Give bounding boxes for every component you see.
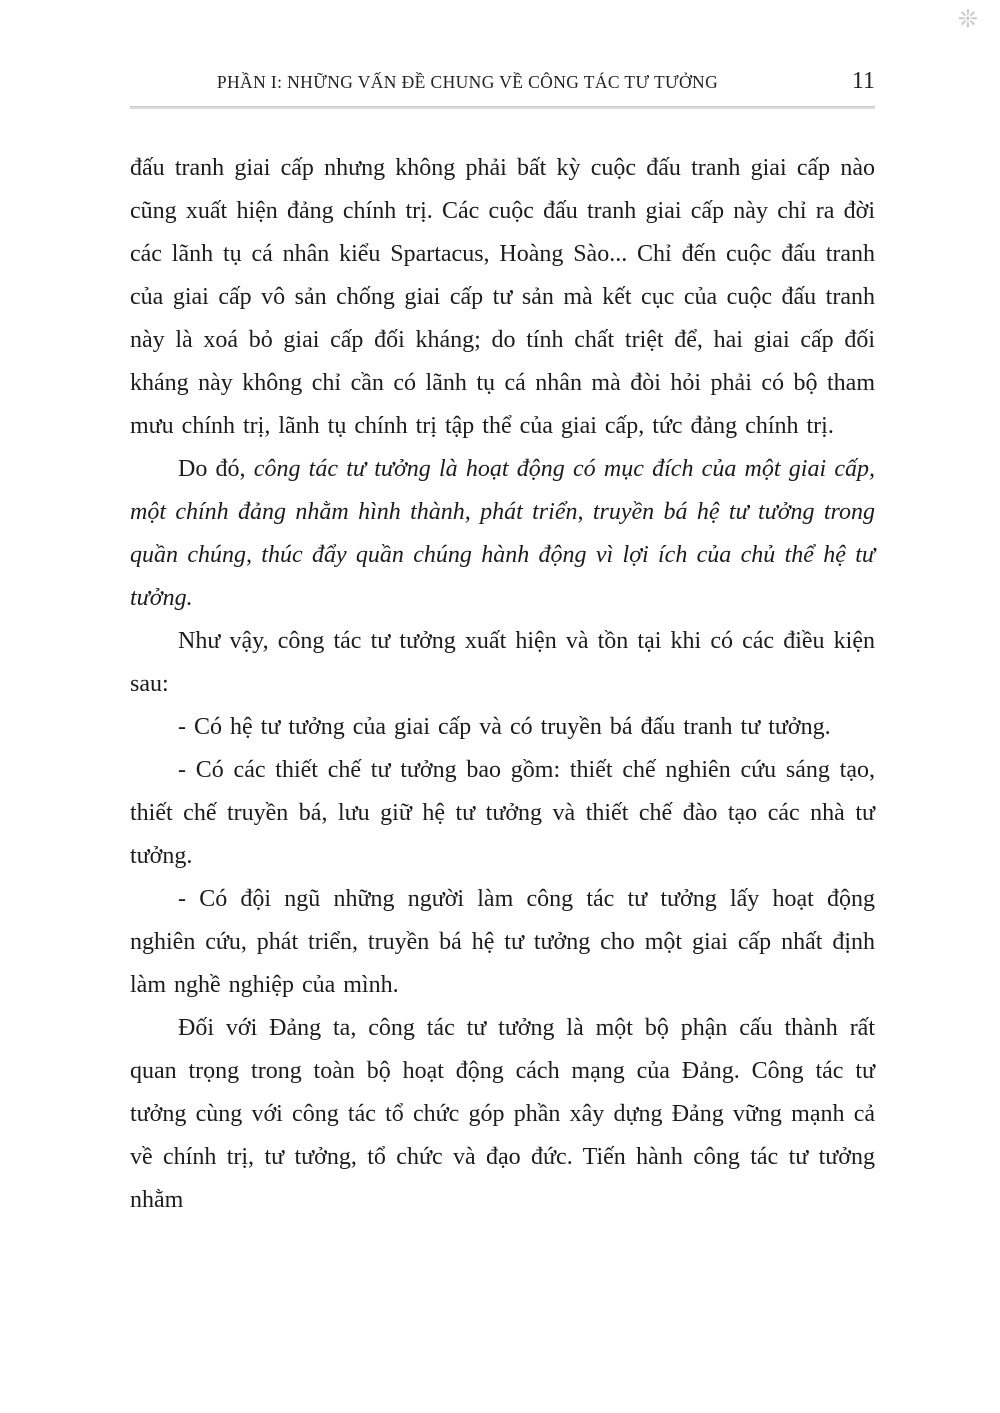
paragraph [130,147,875,448]
paragraph [130,1007,875,1222]
paragraph-text: - Có đội ngũ những người làm công tác tư tưởng lấy hoạt động nghiên cứu, phát triển, truyền bá hệ tư tưởng cho một giai cấp nhất định làm nghề nghiệp của mình. [130,886,875,998]
header-divider [130,106,875,109]
paragraph-text: - Có các thiết chế tư tưởng bao gồm: thiết chế nghiên cứu sáng tạo, thiết chế truyền bá, lưu giữ hệ tư tưởng và thiết chế đào tạo các nhà tư tưởng. [130,757,875,869]
paragraph [130,706,875,749]
paragraph-text: Đối với Đảng ta, công tác tư tưởng là một bộ phận cấu thành rất quan trọng trong toàn bộ hoạt động cách mạng của Đảng. Công tác tư tưởng cùng với công tác tổ chức góp phần xây dựng Đảng vững mạnh cả về chính trị, tư tưởng, tổ chức và đạo đức. Tiến hành công tác tư tưởng nhằm [130,1015,875,1213]
paragraph-text-italic: công tác tư tưởng là hoạt động có mục đích của một giai cấp, một chính đảng nhằm hình thành, phát triển, truyền bá hệ tư tưởng trong quần chúng, thúc đẩy quần chúng hành động vì lợi ích của chủ thể hệ tư tưởng. [130,456,875,611]
paragraph-text: Như vậy, công tác tư tưởng xuất hiện và tồn tại khi có các điều kiện sau: [130,628,875,697]
running-header [130,68,875,100]
page-body [130,147,875,1222]
page-content [130,68,875,1222]
paragraph-text: đấu tranh giai cấp nhưng không phải bất kỳ cuộc đấu tranh giai cấp nào cũng xuất hiện đảng chính trị. Các cuộc đấu tranh giai cấp này chỉ ra đời các lãnh tụ cá nhân kiểu Spartacus, Hoàng Sào... Chỉ đến cuộc đấu tranh của giai cấp vô sản chống giai cấp tư sản mà kết cục của cuộc đấu tranh này là xoá bỏ giai cấp đối kháng; do tính chất triệt để, hai giai cấp đối kháng này không chỉ cần có lãnh tụ cá nhân mà đòi hỏi phải có bộ tham mưu chính trị, lãnh tụ chính trị tập thể của giai cấp, tức đảng chính trị. [130,155,875,439]
page-number: 11 [851,68,875,94]
running-header-title: PHẦN I: NHỮNG VẤN ĐỀ CHUNG VỀ CÔNG TÁC TƯ TƯỞNG [216,72,719,92]
paragraph [130,448,875,620]
paragraph [130,749,875,878]
paragraph [130,620,875,706]
flower-ornament-icon: ❊ [957,7,978,33]
paragraph-text: - Có hệ tư tưởng của giai cấp và có truyền bá đấu tranh tư tưởng. [178,714,831,740]
paragraph [130,878,875,1007]
paragraph-text: Do đó, [178,456,254,482]
